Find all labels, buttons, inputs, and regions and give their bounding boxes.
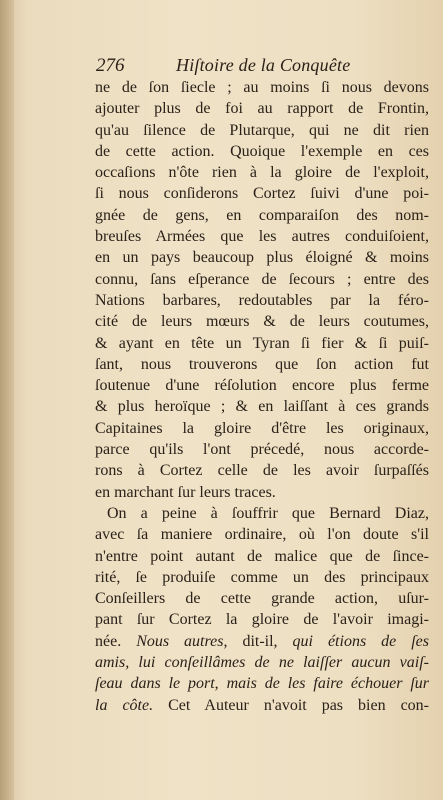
italic-span: Nous autres: [136, 632, 224, 650]
text-span: , dit-il,: [223, 632, 293, 650]
text-line: pant ſur Cortez la gloire de l'avoir imagi-: [95, 611, 429, 629]
text-line: rons à Cortez celle de les avoir ſurpaſſés: [95, 462, 429, 480]
text-line-mixed: [95, 631, 429, 652]
text-line: breuſes Armées que les autres conduiſoient,: [95, 228, 429, 246]
text-line: parce qu'ils l'ont précedé, nous accorde-: [95, 441, 429, 459]
text-line: ajouter plus de foi au rapport de Frontin,: [95, 100, 429, 118]
text-line: gnée de gens, en comparaiſon des nom-: [95, 206, 429, 224]
text-line: ſant, nous trouverons que ſon action fut: [95, 355, 429, 373]
running-title: Hiſtoire de la Conquête: [176, 55, 351, 75]
text-line: Conſeillers de cette grande action, uſur-: [95, 590, 429, 608]
text-line: ne de ſon ſiecle ; au moins ſi nous devons: [95, 79, 429, 96]
text-line: n'entre point autant de malice que de ſince-: [95, 547, 429, 565]
text-line-mixed: [95, 695, 429, 716]
page-gutter: [0, 0, 14, 800]
body-text: [95, 77, 429, 716]
text-span: née.: [95, 632, 137, 650]
text-line: cité de leurs mœurs & de leurs coutumes,: [95, 313, 429, 331]
text-line: en un pays beaucoup plus éloigné & moins: [95, 249, 429, 267]
text-line: en marchant ſur leurs traces.: [95, 483, 276, 501]
text-line-italic: amis, lui conſeillâmes de ne laiſſer aucun vaiſ-: [95, 654, 429, 672]
text-line: rité, ſe produiſe comme un des principaux: [95, 568, 429, 586]
text-line-italic: ſeau dans le port, mais de les faire échouer ſur: [95, 675, 429, 693]
page-number: 276: [96, 55, 125, 76]
text-line: & ayant en tête un Tyran ſi fier & ſi puiſ-: [95, 334, 429, 352]
text-line: On a peine à ſouffrir que Bernard Diaz,: [107, 504, 429, 522]
text-line: de cette action. Quoique l'exemple en ces: [95, 142, 429, 160]
text-line: avec ſa maniere ordinaire, où l'on doute s'il: [95, 526, 429, 544]
text-line: qu'au ſilence de Plutarque, qui ne dit rien: [95, 121, 429, 139]
text-line: occaſions n'ôte rien à la gloire de l'exploit,: [95, 164, 429, 182]
text-line: Capitaines la gloire d'être les originaux,: [95, 419, 429, 437]
text-line: connu, ſans eſperance de ſecours ; entre des: [95, 270, 429, 288]
italic-span: qui étions de ſes: [292, 632, 429, 650]
italic-span: la côte.: [95, 696, 154, 714]
text-line: ſoutenue d'une réſolution encore plus ferme: [95, 377, 429, 395]
text-span: Cet Auteur n'avoit pas bien con-: [153, 696, 429, 714]
text-line: & plus heroïque ; & en laiſſant à ces grands: [95, 398, 429, 416]
text-line: Nations barbares, redoutables par la féro-: [95, 291, 429, 309]
text-line: ſi nous conſiderons Cortez ſuivi d'une poi-: [95, 185, 429, 203]
